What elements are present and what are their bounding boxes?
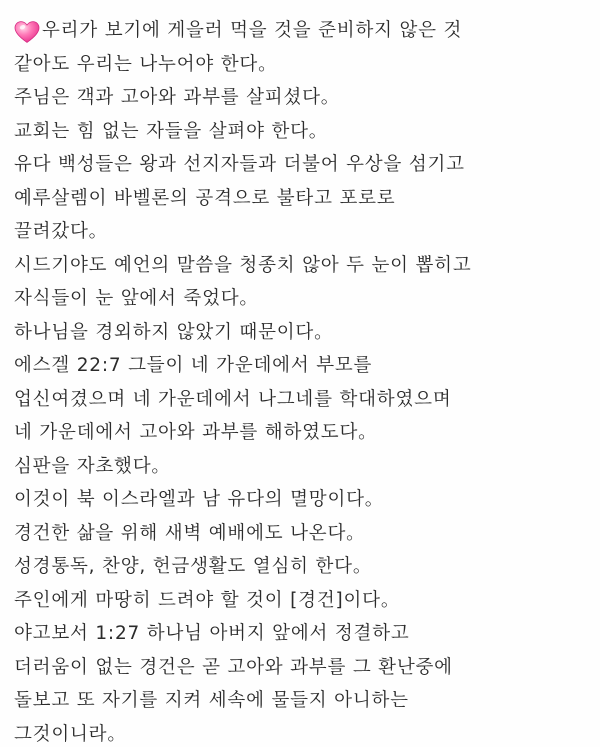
document-line: 심판을 자초했다。: [14, 450, 588, 484]
pink-heart-icon: [14, 20, 40, 44]
document-line: 업신여겼으며 네 가운데에서 나그네를 학대하였으며: [14, 383, 588, 417]
document-line: 경건한 삶을 위해 새벽 예배에도 나온다。: [14, 517, 588, 551]
document-line: 네 가운데에서 고아와 과부를 해하였도다。: [14, 416, 588, 450]
document-line: 이것이 북 이스라엘과 남 유다의 멸망이다。: [14, 483, 588, 517]
document-line: 더러움이 없는 경건은 곧 고아와 과부를 그 환난중에: [14, 651, 588, 685]
document-first-line: [14, 14, 588, 48]
document-line: 같아도 우리는 나누어야 한다。: [14, 48, 588, 82]
document-line: 유다 백성들은 왕과 선지자들과 더불어 우상을 섬기고: [14, 148, 588, 182]
document-line: 교회는 힘 없는 자들을 살펴야 한다。: [14, 115, 588, 149]
document-line: 하나님을 경외하지 않았기 때문이다。: [14, 316, 588, 350]
document-line: 주님은 객과 고아와 과부를 살피셨다。: [14, 81, 588, 115]
document-line: 성경통독, 찬양, 헌금생활도 열심히 한다。: [14, 550, 588, 584]
document-line: 야고보서 1:27 하나님 아버지 앞에서 정결하고: [14, 617, 588, 651]
document-line: 그것이니라。: [14, 718, 588, 751]
document-line: 돌보고 또 자기를 지켜 세속에 물들지 아니하는: [14, 684, 588, 718]
document-line: 예루살렘이 바벨론의 공격으로 불타고 포로로: [14, 182, 588, 216]
document-line: 에스겔 22:7 그들이 네 가운데에서 부모를: [14, 349, 588, 383]
document-line: 자식들이 눈 앞에서 죽었다。: [14, 282, 588, 316]
document-line: 시드기야도 예언의 말씀을 청종치 않아 두 눈이 뽑히고: [14, 249, 588, 283]
document-line: 주인에게 마땅히 드려야 할 것이 [경건]이다。: [14, 584, 588, 618]
document-line: 끌려갔다。: [14, 215, 588, 249]
document-line: 우리가 보기에 게을러 먹을 것을 준비하지 않은 것: [42, 14, 462, 48]
